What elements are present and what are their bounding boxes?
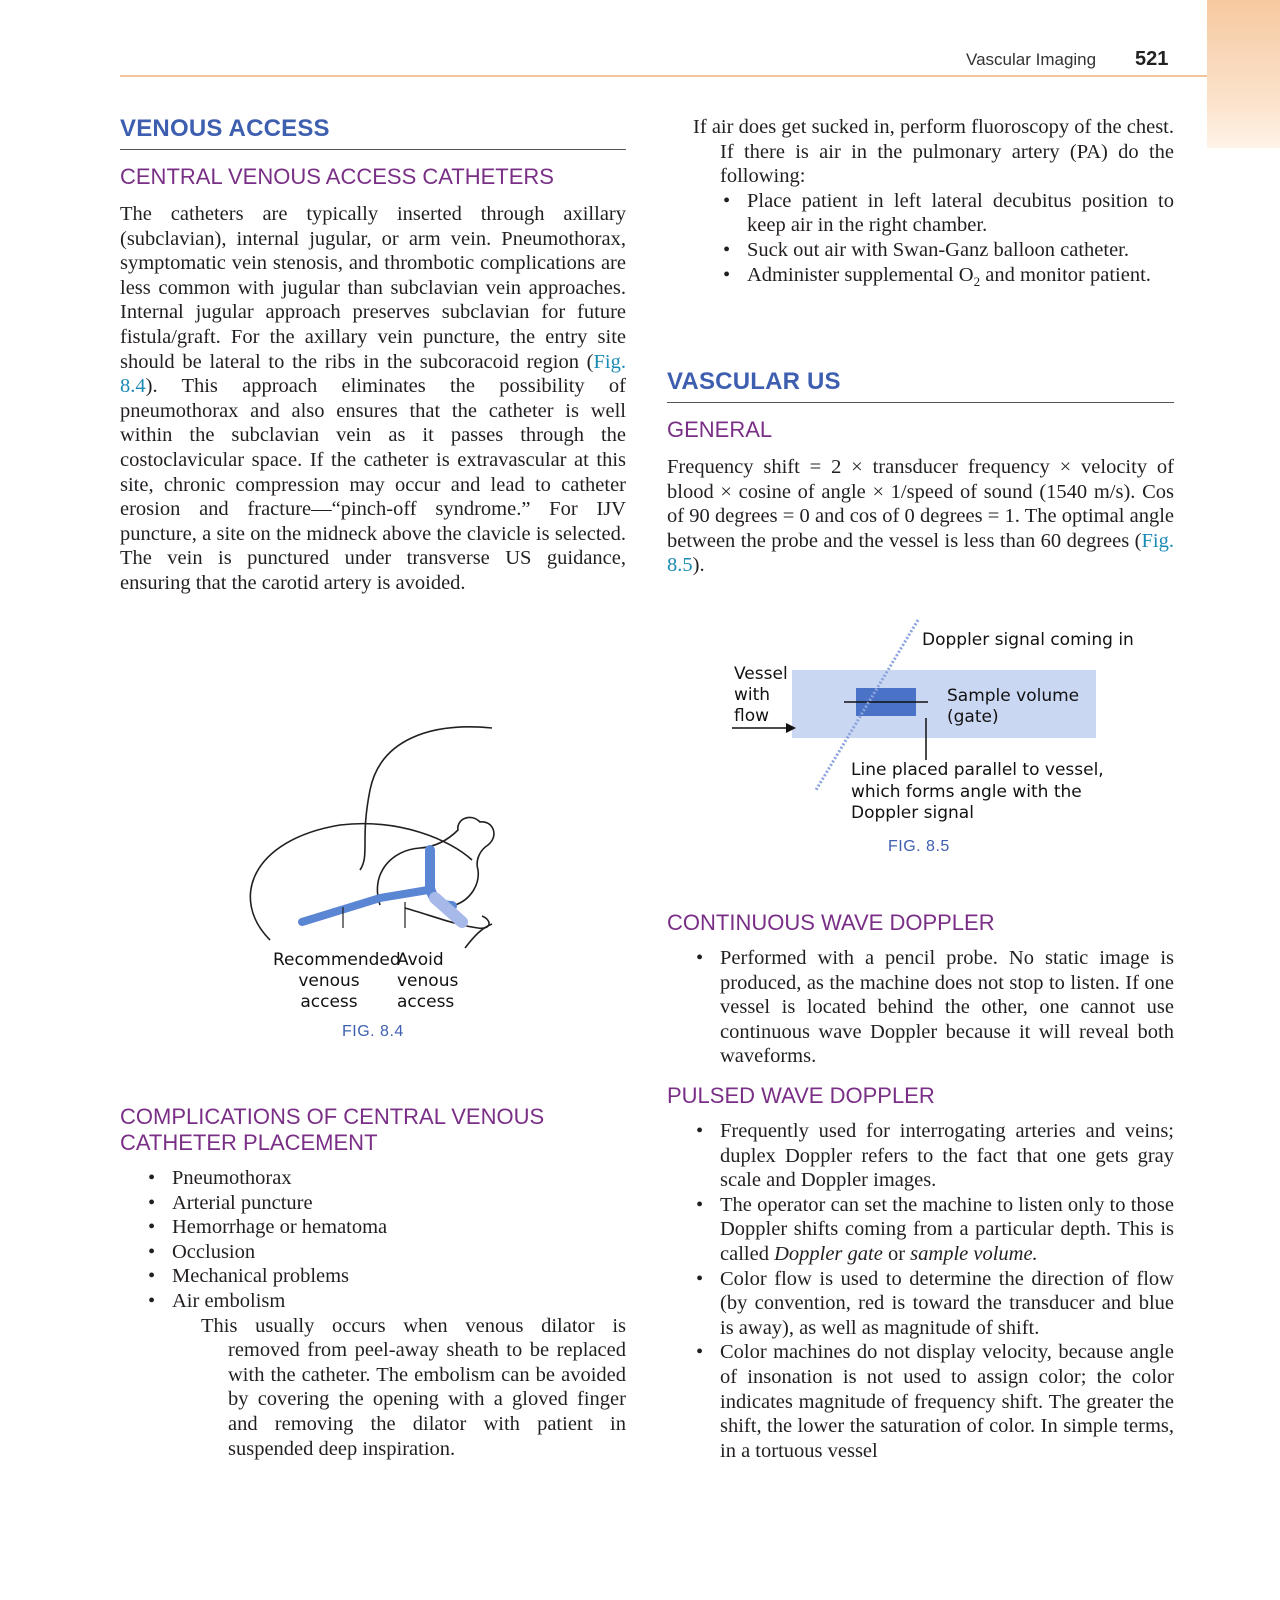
list-item: • Place patient in left lateral decubitus position to keep air in the right chamber.	[747, 189, 1174, 238]
air-instructions	[693, 115, 1174, 294]
air-steps-list	[747, 189, 1174, 294]
fig84-recommended-label: Recommended venous access	[273, 950, 401, 1012]
list-item: • Color machines do not display velocity, because angle of insonation is not used to assign color; the color indicates magnitude of frequency shift. The greater the shift, the lower the saturation of color. In simple terms, in a tortuous vessel	[720, 1340, 1174, 1463]
section-title-venous-access: VENOUS ACCESS	[120, 115, 626, 150]
cvac-paragraph: The catheters are typically inserted through axillary (subclavian), internal jugular, or arm vein. Pneumothorax, symptomatic vein stenosis, and thrombotic complications are less common with jugular than subclavian vein approaches. Internal jugular approach preserves subclavian for future fistula/graft. For the axillary vein puncture, the entry site should be lateral to the ribs in the subcoracoid region (Fig. 8.4). This approach eliminates the possibility of pneumothorax and also ensures that the catheter is well within the subclavian vein as it passes through the costoclavicular space. If the catheter is extravascular at this site, chronic compression may occur and lead to catheter erosion and fracture—“pinch-off syndrome.” For IJV puncture, a site on the midneck above the clavicle is selected. The vein is punctured under transverse US guidance, ensuring that the carotid artery is avoided.	[120, 203, 626, 594]
complications-title: COMPLICATIONS OF CENTRAL VENOUS CATHETER PLACEMENT	[120, 1104, 545, 1155]
list-item: • Color flow is used to determine the direction of flow (by convention, red is toward the transducer and blue is away), as well as magnitude of shift.	[720, 1267, 1174, 1341]
pulsed-wave-title: PULSED WAVE DOPPLER	[667, 1082, 935, 1108]
section-title-vascular-us: VASCULAR US	[667, 368, 1174, 403]
continuous-wave-title: CONTINUOUS WAVE DOPPLER	[667, 910, 995, 935]
list-item: • Mechanical problems	[172, 1264, 626, 1289]
sample-volume-label: Sample volume (gate)	[947, 686, 1080, 727]
air-intro: If air does get sucked in, perform fluoroscopy of the chest. If there is air in the pulmonary artery (PA) do the following:	[693, 116, 1174, 188]
list-item: • Suck out air with Swan-Ganz balloon catheter.	[747, 238, 1174, 263]
fig-8-4-link[interactable]: Fig. 8.4	[120, 350, 626, 398]
list-item: • Arterial puncture	[172, 1191, 626, 1216]
list-item: • Administer supplemental $O_2$ and monitor patient.	[747, 263, 1174, 295]
general-paragraph: Frequency shift = 2 × transducer frequency × velocity of blood × cosine of angle × 1/speed of sound (1540 m/s). Cos of 90 degrees = 0 and cos of 0 degrees = 1. The optimal angle between the probe and the vessel is less than 60 degrees (Fig. 8.5).	[667, 456, 1174, 577]
list-item: • Occlusion	[172, 1240, 626, 1265]
header-rule	[120, 75, 1207, 77]
chapter-tab	[1207, 0, 1280, 148]
fig-8-5-caption: FIG. 8.5	[888, 838, 950, 855]
air-embolism-note: This usually occurs when venous dilator is removed from peel-away sheath to be replaced with the catheter. The embolism can be avoided by covering the opening with a gloved finger and removing the dilator with patient in suspended deep inspiration.	[201, 1314, 626, 1460]
shoulder-outline	[250, 824, 472, 940]
doppler-block	[667, 910, 1174, 1463]
fig-8-4-caption: FIG. 8.4	[342, 1023, 404, 1040]
fig-8-5-link[interactable]: Fig. 8.5	[667, 529, 1174, 577]
pulsed-wave-list	[720, 1119, 1174, 1463]
complications-list	[172, 1166, 626, 1314]
list-item: • Frequently used for interrogating arteries and veins; duplex Doppler refers to the fact that one gets gray scale and Doppler images.	[720, 1119, 1174, 1193]
subsection-title-general: GENERAL	[667, 417, 773, 442]
vessel-with-flow-label: Vessel with flow	[734, 664, 788, 726]
fig84-avoid-label: Avoid venous access	[397, 950, 459, 1012]
doppler-signal-label: Doppler signal coming in	[922, 630, 1134, 650]
list-item: • Hemorrhage or hematoma	[172, 1215, 626, 1240]
running-title: Vascular Imaging	[966, 50, 1097, 69]
left-column	[120, 115, 626, 596]
list-item: • Air embolism	[172, 1289, 626, 1314]
list-item: • Performed with a pencil probe. No static image is produced, as the machine does not stop to listen. If one vessel is located behind the other, one cannot use continuous wave Doppler because it will reveal both waveforms.	[720, 946, 1174, 1069]
subsection-title-cvac: CENTRAL VENOUS ACCESS CATHETERS	[120, 164, 554, 189]
page-number: 521	[1135, 48, 1169, 70]
vascular-us-block	[667, 368, 1174, 578]
complications-block	[120, 1104, 626, 1461]
vein-structures	[302, 850, 462, 922]
parallel-line-label: Line placed parallel to vessel, which forms angle with the Doppler signal	[851, 760, 1104, 823]
list-item: • The operator can set the machine to listen only to those Doppler shifts coming from a particular depth. This is called Doppler gate or sample volume.	[720, 1193, 1174, 1267]
continuous-wave-list	[720, 946, 1174, 1069]
list-item: • Pneumothorax	[172, 1166, 626, 1191]
